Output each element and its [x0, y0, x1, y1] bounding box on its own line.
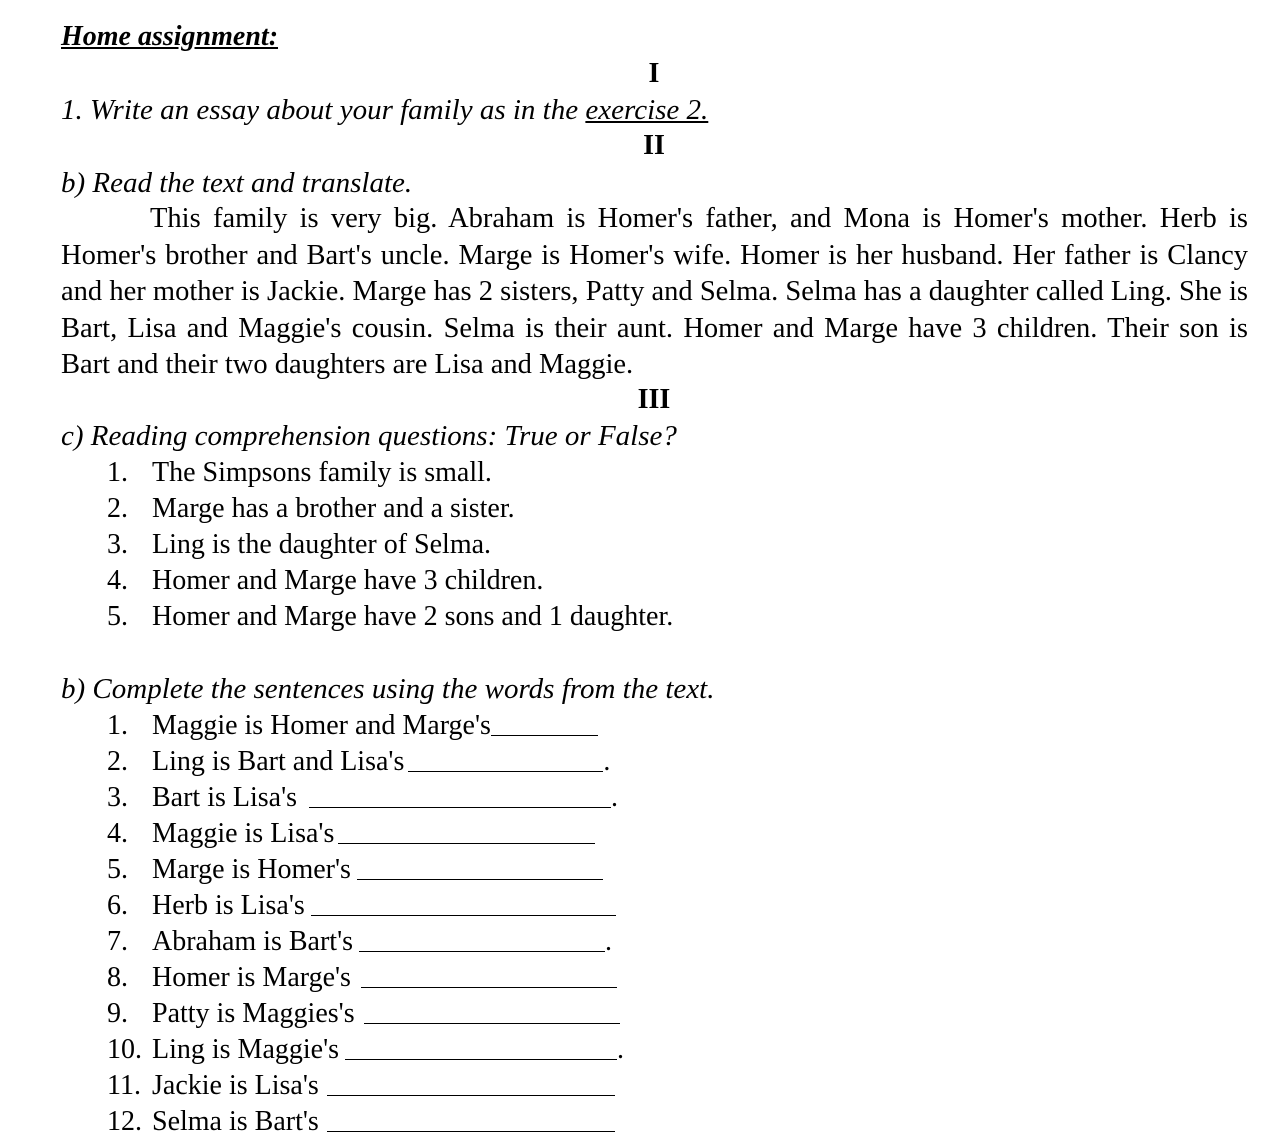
answer-blank[interactable] [309, 780, 611, 808]
section-3-task: c) Reading comprehension questions: True or False? [61, 420, 677, 452]
list-item: 3. Ling is the daughter of Selma. [107, 529, 492, 560]
fill-in-item: 3. Bart is Lisa's . [107, 782, 619, 813]
section-3-heading: III [637, 384, 671, 415]
list-item: 1. The Simpsons family is small. [107, 457, 492, 488]
fill-in-item: 1. Maggie is Homer and Marge's [107, 708, 624, 744]
section-2-heading: II [643, 130, 665, 161]
section-1-task-text: 1. Write an essay about your family as in the [61, 94, 586, 126]
section-1-task [61, 96, 708, 125]
list-item: 5. Homer and Marge have 2 sons and 1 daughter. [107, 601, 674, 632]
fill-in-item: 7. Abraham is Bart's . [107, 926, 613, 957]
page-title: Home assignment: [61, 21, 279, 52]
answer-blank[interactable] [311, 888, 616, 916]
true-false-list [107, 455, 673, 635]
reading-paragraph: This family is very big. Abraham is Homer's father, and Mona is Homer's mother. Herb is Homer's brother and Bart's uncle. Marge is Homer's wife. Homer is her husband. Her father is Clancy and her mother is Jackie. Marge has 2 sisters, Patty and Selma. Selma has a daughter called Ling. She is Bart, Lisa and Maggie's cousin. Selma is their aunt. Homer and Marge have 3 children. Their son is Bart and their two daughters are Lisa and Maggie. [61, 203, 1248, 381]
answer-blank[interactable] [364, 996, 620, 1024]
answer-blank[interactable] [327, 1068, 615, 1096]
fill-in-item: 9. Patty is Maggies's [107, 996, 624, 1032]
fill-in-item: 6. Herb is Lisa's [107, 888, 624, 924]
fill-in-item: 12. Selma is Bart's [107, 1104, 624, 1140]
fill-in-item: 8. Homer is Marge's [107, 960, 624, 996]
answer-blank[interactable] [361, 960, 617, 988]
list-item: 4. Homer and Marge have 3 children. [107, 565, 544, 596]
answer-blank[interactable] [327, 1104, 615, 1132]
fill-in-item: 10. Ling is Maggie's . [107, 1034, 625, 1065]
answer-blank[interactable] [491, 708, 598, 736]
fill-in-item: 2. Ling is Bart and Lisa's . [107, 746, 611, 777]
answer-blank[interactable] [357, 852, 603, 880]
section-2-task: b) Read the text and translate. [61, 167, 413, 199]
section-1-heading: I [648, 58, 660, 89]
fill-in-list [107, 708, 624, 1140]
answer-blank[interactable] [359, 924, 605, 952]
answer-blank[interactable] [345, 1032, 617, 1060]
section-4-task: b) Complete the sentences using the words from the text. [61, 673, 715, 705]
fill-in-item: 5. Marge is Homer's [107, 852, 624, 888]
answer-blank[interactable] [338, 816, 595, 844]
fill-in-item: 4. Maggie is Lisa's [107, 816, 624, 852]
exercise-reference: exercise 2. [585, 94, 709, 126]
list-item: 2. Marge has a brother and a sister. [107, 493, 515, 524]
fill-in-item: 11. Jackie is Lisa's [107, 1068, 624, 1104]
answer-blank[interactable] [408, 744, 603, 772]
